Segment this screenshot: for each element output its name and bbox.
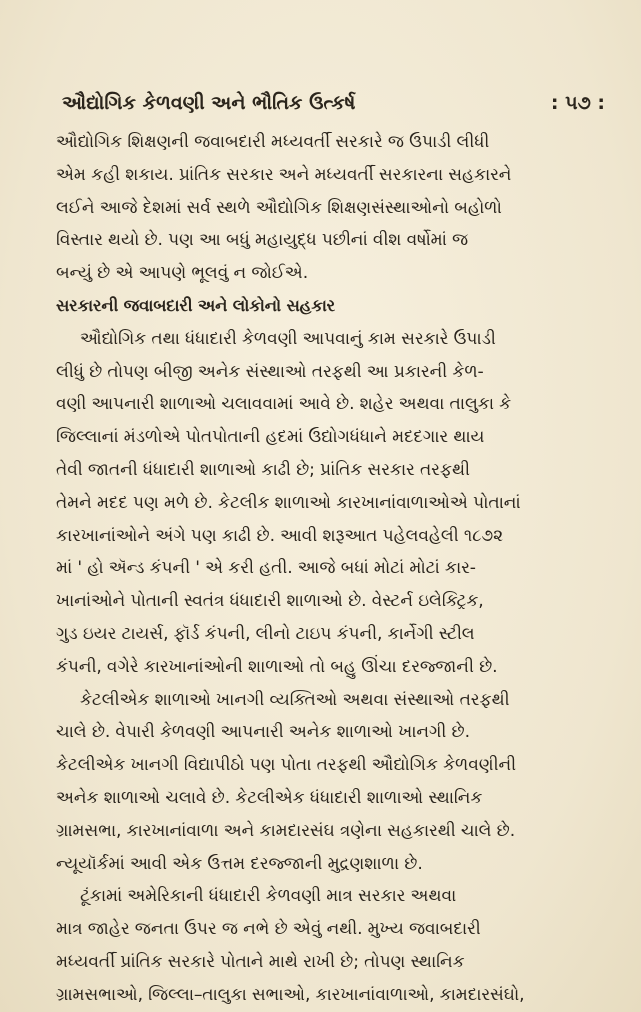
text-line: ગ્રામસભા, કારખાનાંવાળા અને કામદારસંઘ ત્રણેના સહકારથી ચાલે છે. (56, 820, 516, 841)
text-line: લઈને આજે દેશમાં સર્વ સ્થળે ઔદ્યોગિક શિક્ષણસંસ્થાઓનો બહોળો (56, 197, 502, 218)
text-line: તેવી જાતની ધંધાદારી શાળાઓ કાઢી છે; પ્રાંતિક સરકાર તરફથી (56, 459, 470, 480)
running-header (62, 88, 605, 118)
body-text (56, 126, 612, 1012)
text-line: તેમને મદદ પણ મળે છે. કેટલીક શાળાઓ કારખાનાંવાળાઓએ પોતાનાં (56, 492, 521, 513)
text-line: કંપની, વગેરે કારખાનાંઓની શાળાઓ તો બહુ ઊંચા દરજ્જાની છે. (56, 656, 498, 677)
text-line: માત્ર જાહેર જનતા ઉપર જ નભે છે એવું નથી. મુખ્ય જવાબદારી (56, 919, 481, 940)
text-line: માં ' હો ઍન્ડ કંપની ' એ કરી હતી. આજે બધાં મોટાં મોટાં કાર- (56, 558, 476, 579)
chapter-title: ઔદ્યોગિક કેળવણી અને ભૌતિક ઉત્કર્ષ (62, 92, 356, 114)
text-line: બન્યું છે એ આપણે ભૂલવું ન જોઈએ. (56, 263, 308, 284)
text-line: કેટલીએક ખાનગી વિદ્યાપીઠો પણ પોતા તરફથી ઔદ્યોગિક કેળવણીની (56, 755, 516, 776)
page-number: : ૫૭ : (550, 92, 605, 114)
text-line: ટૂંકામાં અમેરિકાની ધંધાદારી કેળવણી માત્ર સરકાર અથવા (80, 886, 457, 907)
text-line: મધ્યવર્તી પ્રાંતિક સરકારે પોતાને માથે રાખી છે; તોપણ સ્થાનિક (56, 951, 465, 972)
text-line: કેટલીએક શાળાઓ ખાનગી વ્યક્તિઓ અથવા સંસ્થાઓ તરફથી (80, 689, 510, 710)
section-heading: સરકારની જવાબદારી અને લોકોનો સહકાર (56, 295, 336, 315)
text-line: ખાનાંઓને પોતાની સ્વતંત્ર ધંધાદારી શાળાઓ છે. વેસ્ટર્ન ઇલેક્ટ્રિક, (56, 591, 484, 612)
text-line: અનેક શાળાઓ ચલાવે છે. કેટલીએક ધંધાદારી શાળાઓ સ્થાનિક (56, 787, 483, 808)
text-line: ગુડ ઇયર ટાયર્સ, ફૉર્ડ કંપની, લીનો ટાઇપ કંપની, કાર્નેગી સ્ટીલ (56, 623, 475, 644)
text-line: જિલ્લાનાં મંડળોએ પોતપોતાની હદમાં ઉદ્યોગધંધાને મદદગાર થાય (56, 427, 485, 448)
text-line: લીધું છે તોપણ બીજી અનેક સંસ્થાઓ તરફથી આ પ્રકારની કેળ- (56, 361, 484, 382)
text-line: ઔદ્યોગિક શિક્ષણની જવાબદારી મધ્યવર્તી સરકારે જ ઉપાડી લીધી (56, 132, 490, 152)
text-line: ન્યૂયૉર્કમાં આવી એક ઉત્તમ દરજ્જાની મુદ્રણશાળા છે. (56, 853, 423, 874)
text-line: કારખાનાંઓને અંગે પણ કાઢી છે. આવી શરૂઆત પહેલવહેલી ૧૮૭૨ (56, 525, 503, 546)
text-line: ઔદ્યોગિક તથા ધંધાદારી કેળવણી આપવાનું કામ સરકારે ઉપાડી (80, 328, 496, 349)
text-line: ચાલે છે. વેપારી કેળવણી આપનારી અનેક શાળાઓ ખાનગી છે. (56, 722, 470, 743)
text-line: વણી આપનારી શાળાઓ ચલાવવામાં આવે છે. શહેર અથવા તાલુકા કે (56, 394, 512, 415)
text-line: એમ કહી શકાય. પ્રાંતિક સરકાર અને મધ્યવર્તી સરકારના સહકારને (56, 164, 512, 185)
text-line: વિસ્તાર થયો છે. પણ આ બધું મહાયુદ્ધ પછીનાં વીશ વર્ષોમાં જ (56, 230, 469, 251)
text-line: ગ્રામસભાઓ, જિલ્લા–તાલુકા સભાઓ, કારખાનાંવાળાઓ, કામદારસંઘો, (56, 984, 525, 1005)
